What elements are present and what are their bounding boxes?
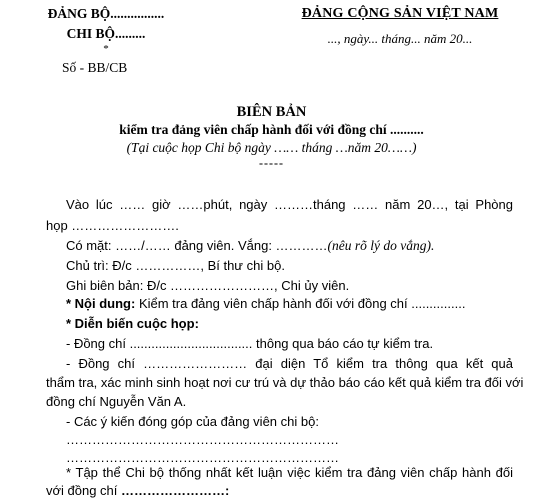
representative-line-2: thẩm tra, xác minh sinh hoạt nơi cư trú và dự thảo báo cáo kết quả kiểm tra đối với (46, 375, 524, 390)
absence-note: (nêu rõ lý do vắng). (327, 238, 435, 253)
title-block (0, 103, 543, 169)
organization-header (46, 6, 166, 76)
attendance-count: Có mặt: ……/…… đảng viên. Vắng: ………… (66, 238, 328, 253)
document-number: Số - BB/CB (62, 60, 128, 75)
meeting-line: (Tại cuộc họp Chi bộ ngày …… tháng …năm 20……) (126, 140, 417, 155)
date-line: ..., ngày... tháng... năm 20... (327, 31, 473, 46)
opinions-blank-2: ……………………………………………………… (66, 450, 339, 465)
chair-line: Chủ trì: Đ/c ……………, Bí thư chi bộ. (66, 258, 285, 273)
representative-line-3: đồng chí Nguyễn Văn A. (46, 394, 187, 409)
conclusion-line-2 (46, 483, 229, 498)
conclusion-prefix: với đồng chí (46, 483, 122, 498)
attendance-line (66, 238, 434, 254)
progress-heading: * Diễn biến cuộc họp: (66, 316, 199, 331)
secretary-line: Ghi biên bản: Đ/c ……………………, Chi ủy viên. (66, 278, 350, 293)
title-separator: ----- (259, 156, 284, 170)
content-line (66, 296, 465, 311)
conclusion-line-1: * Tập thể Chi bộ thống nhất kết luận việc kiểm tra đảng viên chấp hành đối (66, 465, 513, 480)
time-line-1: Vào lúc …… giờ ……phút, ngày ………tháng …… năm 20…, tại Phòng (66, 197, 513, 212)
content-label: * Nội dung: (66, 296, 136, 311)
self-review-line: - Đồng chí .................................. thông qua báo cáo tự kiểm tra. (66, 336, 434, 351)
document-title: BIÊN BẢN (236, 104, 307, 120)
document-subtitle: kiểm tra đảng viên chấp hành đối với đồng chí .......... (119, 122, 424, 137)
national-header (260, 6, 540, 47)
party-cell-name: CHI BỘ......... (66, 26, 146, 41)
party-committee-name: ĐẢNG BỘ................ (47, 6, 165, 21)
time-line-2: họp ……………………. (46, 218, 179, 233)
conclusion-blank: ……………………: (121, 483, 230, 498)
opinions-blank-1: ……………………………………………………… (66, 432, 339, 447)
representative-line-1: - Đồng chí …………………… đại diện Tổ kiểm tra thông qua kết quả (66, 356, 513, 371)
opinions-line: - Các ý kiến đóng góp của đảng viên chi bộ: (66, 414, 319, 429)
content-text: Kiểm tra đảng viên chấp hành đối với đồng chí ............... (135, 296, 466, 311)
star-mark: * (103, 43, 109, 55)
party-name: ĐẢNG CỘNG SẢN VIỆT NAM (301, 6, 499, 21)
